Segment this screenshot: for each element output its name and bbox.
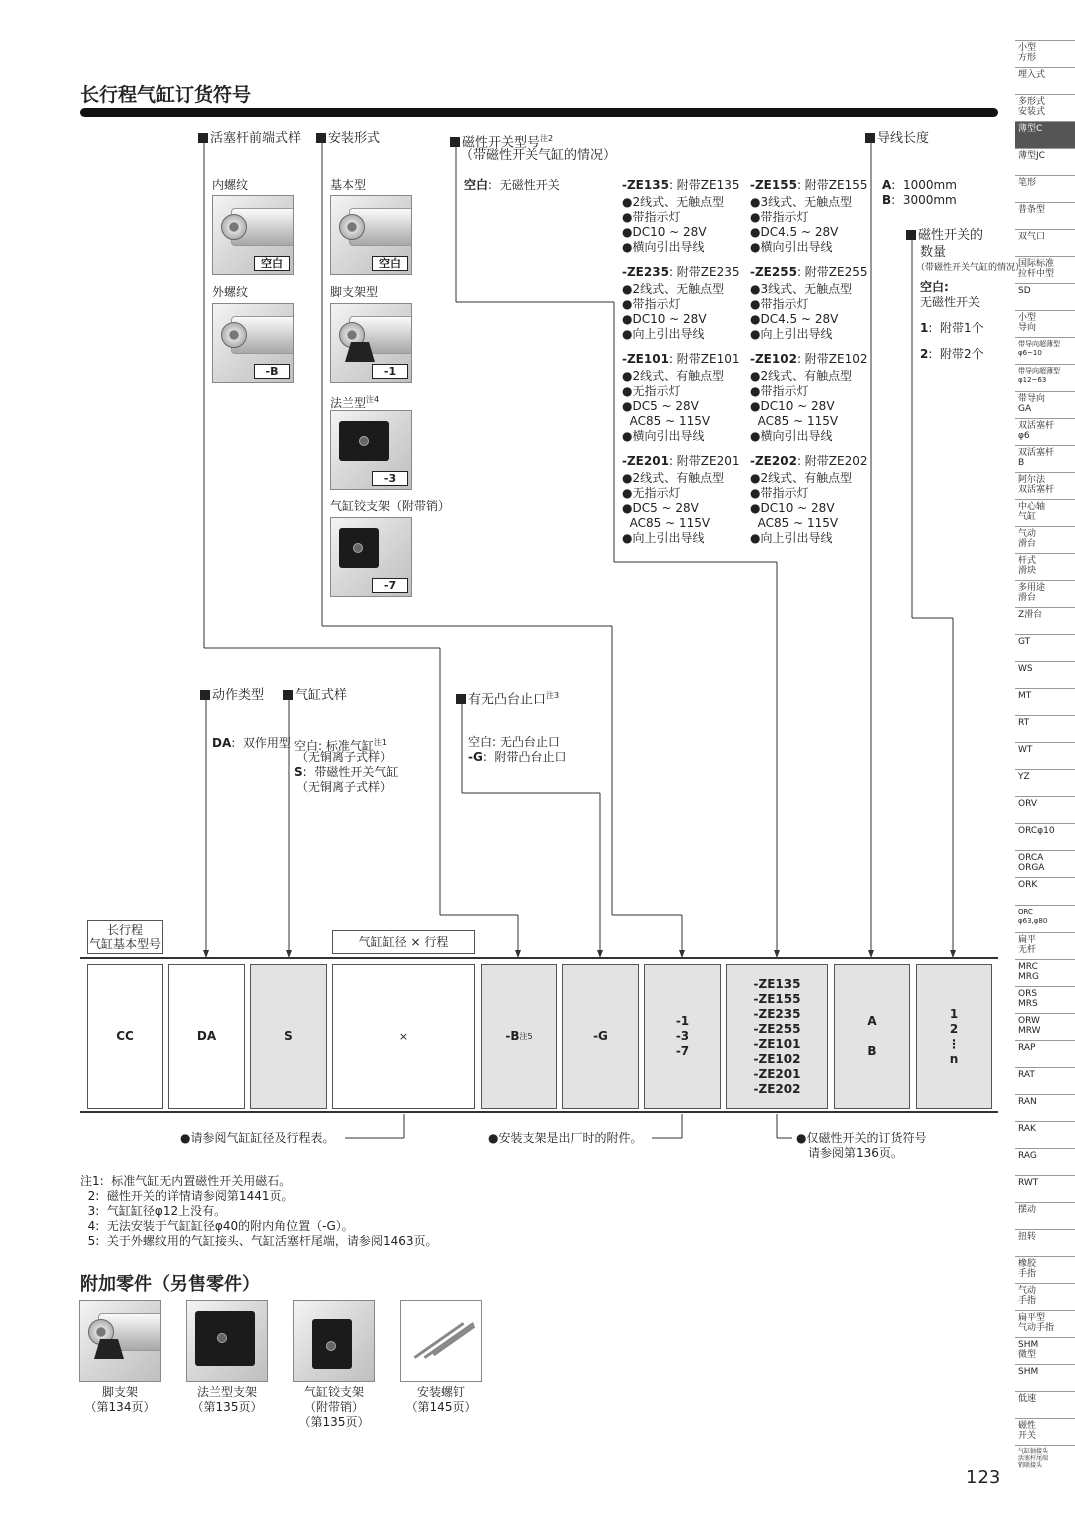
- switch-qty-note: （带磁性开关气缸的情况）: [916, 263, 1025, 273]
- switch-qty-heading2: 数量: [920, 245, 947, 260]
- switch-qty-blank-label: 空白:: [920, 280, 949, 294]
- switch-model-ze102: -ZE102: 附带ZE102: [750, 352, 868, 366]
- sidebar-item[interactable]: 气动 滑台: [1015, 526, 1075, 553]
- sidebar-item[interactable]: ORCφ10: [1015, 823, 1075, 850]
- switch-model-spec: AC85 ~ 115V: [622, 516, 711, 530]
- sidebar-item[interactable]: 摆动: [1015, 1202, 1075, 1229]
- mounting-basic-label: 基本型: [330, 178, 367, 192]
- switch-model-spec: ●DC4.5 ~ 28V: [750, 225, 839, 239]
- external-thread-photo: [212, 303, 294, 383]
- switch-model-spec: ●3线式、无触点型: [750, 282, 853, 296]
- switch-model-spec: ●2线式、有触点型: [750, 369, 853, 383]
- sidebar-item[interactable]: SHM: [1015, 1364, 1075, 1391]
- sidebar-item[interactable]: SHM 微型: [1015, 1337, 1075, 1364]
- sidebar-item[interactable]: 双活塞杆 B: [1015, 445, 1075, 472]
- switch-model-spec: ●横向引出导线: [750, 240, 833, 254]
- code-box-8: A B: [834, 964, 910, 1109]
- switch-model-spec: ●2线式、有触点型: [622, 369, 725, 383]
- sidebar-item[interactable]: Z滑台: [1015, 607, 1075, 634]
- base-model-label: 长行程 气缸基本型号: [87, 920, 163, 954]
- sidebar-item[interactable]: 带导向超薄型 φ6~10: [1015, 337, 1075, 364]
- cylinder-spec-s: S: 带磁性开关气缸: [294, 765, 399, 779]
- basic-mount-photo: [330, 195, 412, 275]
- sidebar-item[interactable]: SD: [1015, 283, 1075, 310]
- bump-heading: 有无凸台止口$^{注3}$: [456, 688, 559, 708]
- foot-mount-code: -1: [372, 364, 408, 379]
- switch-model-ze101: -ZE101: 附带ZE101: [622, 352, 740, 366]
- sidebar-item[interactable]: 橡胶 手指: [1015, 1256, 1075, 1283]
- switch-model-spec: ●带指示灯: [750, 486, 809, 500]
- switch-model-spec: ●2线式、有触点型: [750, 471, 853, 485]
- switch-model-spec: ●横向引出导线: [622, 429, 705, 443]
- switch-model-spec: ●向上引出导线: [622, 531, 705, 545]
- sidebar-item[interactable]: 磁性 开关: [1015, 1418, 1075, 1445]
- flange-mount-code: -3: [372, 471, 408, 486]
- cylinder-spec-blank-sub: （无铜离子式样）: [296, 750, 393, 764]
- switch-model-spec: AC85 ~ 115V: [622, 414, 711, 428]
- switch-model-spec: AC85 ~ 115V: [750, 516, 839, 530]
- sidebar-item[interactable]: GT: [1015, 634, 1075, 661]
- sidebar-item[interactable]: RAN: [1015, 1094, 1075, 1121]
- sidebar-item[interactable]: 埋入式: [1015, 67, 1075, 94]
- footnote-line: 5: 关于外螺纹用的气缸接头、气缸活塞杆尾端，请参阅1463页。: [80, 1234, 438, 1248]
- code-box-4: -B 注5: [481, 964, 557, 1109]
- sidebar-item[interactable]: ORV: [1015, 796, 1075, 823]
- sidebar-item[interactable]: 多用途 滑台: [1015, 580, 1075, 607]
- switch-qty-heading: 磁性开关的: [906, 228, 983, 244]
- code-box-0: CC: [87, 964, 163, 1109]
- sidebar-item[interactable]: 小型 方形: [1015, 40, 1075, 67]
- switch-model-spec: ●带指示灯: [750, 210, 809, 224]
- code-box-5: -G: [562, 964, 639, 1109]
- switch-model-ze202: -ZE202: 附带ZE202: [750, 454, 868, 468]
- cylinder-spec-s-sub: （无铜离子式样）: [296, 780, 393, 794]
- sidebar-item[interactable]: ORC φ63,φ80: [1015, 905, 1075, 932]
- sidebar-item[interactable]: 笔形: [1015, 175, 1075, 202]
- note-switch-order-page: 请参阅第136页。: [808, 1146, 903, 1160]
- switch-model-spec: ●向上引出导线: [750, 531, 833, 545]
- code-box-9: 1 2 ⋮ n: [916, 964, 992, 1109]
- accessory-photo: [79, 1300, 161, 1382]
- sidebar-item[interactable]: 普条型: [1015, 202, 1075, 229]
- cylinder-spec-heading: 气缸式样: [283, 688, 347, 704]
- switch-model-ze255: -ZE255: 附带ZE255: [750, 265, 868, 279]
- sidebar-item[interactable]: 杆式 滑块: [1015, 553, 1075, 580]
- sidebar-item[interactable]: 中心轴 气缸: [1015, 499, 1075, 526]
- action-heading: 动作类型: [200, 688, 264, 704]
- switch-model-spec: ●2线式、有触点型: [622, 471, 725, 485]
- switch-model-spec: ●2线式、无触点型: [622, 195, 725, 209]
- sidebar-item[interactable]: 多形式 安装式: [1015, 94, 1075, 121]
- sidebar-item[interactable]: 带导向超薄型 φ12~63: [1015, 364, 1075, 391]
- mounting-heading: 安装形式: [316, 131, 380, 147]
- accessory-photo: [293, 1300, 375, 1382]
- flange-mount-photo: [330, 410, 412, 490]
- sidebar-item[interactable]: 小型 导向: [1015, 310, 1075, 337]
- switch-model-spec: ●带指示灯: [750, 384, 809, 398]
- sidebar-item[interactable]: 气动 手指: [1015, 1283, 1075, 1310]
- footnote-line: 4: 无法安装于气缸缸径φ40的附内角位置（-G）。: [80, 1219, 354, 1233]
- action-da: DA: 双作用型: [212, 736, 291, 750]
- accessory-label: 气缸铰支架: [303, 1385, 364, 1399]
- sidebar-item[interactable]: RAP: [1015, 1040, 1075, 1067]
- sidebar-item[interactable]: ORK: [1015, 877, 1075, 904]
- sidebar-item[interactable]: 双活塞杆 φ6: [1015, 418, 1075, 445]
- sidebar-item[interactable]: MT: [1015, 688, 1075, 715]
- note-switch-order: ●仅磁性开关的订货符号: [796, 1131, 927, 1145]
- sidebar-item[interactable]: RWT: [1015, 1175, 1075, 1202]
- sidebar-item[interactable]: 扭转: [1015, 1229, 1075, 1256]
- accessory-label: （第145页）: [405, 1400, 477, 1414]
- lead-heading: 导线长度: [865, 131, 929, 147]
- switch-model-spec: ●横向引出导线: [750, 429, 833, 443]
- sidebar-item[interactable]: 扁平 无杆: [1015, 932, 1075, 959]
- sidebar-item[interactable]: RAG: [1015, 1148, 1075, 1175]
- sidebar-item[interactable]: MRC MRG: [1015, 959, 1075, 986]
- switch-model-spec: ●无指示灯: [622, 384, 681, 398]
- sidebar-item[interactable]: 低速: [1015, 1391, 1075, 1418]
- bump-blank: 空白: 无凸台止口: [468, 735, 560, 749]
- code-box-7: -ZE135 -ZE155 -ZE235 -ZE255 -ZE101 -ZE102 -ZE201 -ZE202: [726, 964, 828, 1109]
- switch-model-spec: ●横向引出导线: [622, 240, 705, 254]
- accessory-photo: [186, 1300, 268, 1382]
- rod-end-internal-label: 内螺纹: [212, 178, 249, 192]
- switch-model-spec: ●DC4.5 ~ 28V: [750, 312, 839, 326]
- switch-model-spec: ●带指示灯: [622, 210, 681, 224]
- sidebar-item[interactable]: ORS MRS: [1015, 986, 1075, 1013]
- sidebar: [1015, 40, 1075, 1472]
- switch-heading: 磁性开关型号$^{注2}$: [450, 131, 553, 151]
- switch-model-spec: ●DC10 ~ 28V: [750, 399, 835, 413]
- sidebar-item[interactable]: RAT: [1015, 1067, 1075, 1094]
- code-box-6: -1 -3 -7: [644, 964, 721, 1109]
- mounting-foot-label: 脚支架型: [330, 285, 379, 299]
- code-box-2: S: [250, 964, 327, 1109]
- switch-model-ze135: -ZE135: 附带ZE135: [622, 178, 740, 192]
- note-bore-stroke: ●请参阅气缸缸径及行程表。: [180, 1131, 335, 1145]
- switch-model-ze201: -ZE201: 附带ZE201: [622, 454, 740, 468]
- clevis-mount-photo: [330, 517, 412, 597]
- code-box-3: ×: [332, 964, 475, 1109]
- sidebar-item[interactable]: 气缸轴接头 活塞杆尾端 销联接头: [1015, 1445, 1075, 1472]
- accessory-label: （第135页）: [298, 1415, 370, 1429]
- sidebar-item[interactable]: 薄型C: [1015, 121, 1075, 148]
- switch-model-spec: ●带指示灯: [750, 297, 809, 311]
- page-number: 123: [966, 1467, 1001, 1488]
- clevis-mount-code: -7: [372, 578, 408, 593]
- switch-model-spec: ●DC10 ~ 28V: [622, 312, 707, 326]
- accessory-label: 安装螺钉: [416, 1385, 465, 1399]
- internal-thread-photo: [212, 195, 294, 275]
- lead-b: B: 3000mm: [882, 193, 957, 207]
- bore-stroke-label: 气缸缸径 × 行程: [332, 930, 475, 954]
- accessory-label: （附带销）: [303, 1400, 364, 1414]
- switch-blank: 空白: 无磁性开关: [464, 178, 560, 192]
- sidebar-item[interactable]: ORCA ORGA: [1015, 850, 1075, 877]
- mounting-flange-label: 法兰型$^{注4}$: [330, 395, 380, 410]
- accessories-title: 附加零件（另售零件）: [80, 1274, 260, 1295]
- foot-mount-photo: [330, 303, 412, 383]
- switch-qty-one: 1: 附带1个: [920, 321, 984, 335]
- switch-model-spec: ●DC10 ~ 28V: [750, 501, 835, 515]
- footnote-line: 3: 气缸缸径φ12上没有。: [80, 1204, 227, 1218]
- cylinder-spec-blank: 空白: 标准气缸$^{注1}$: [294, 738, 387, 753]
- sidebar-item[interactable]: WT: [1015, 742, 1075, 769]
- external-thread-code: -B: [254, 364, 290, 379]
- sidebar-item[interactable]: 双气口: [1015, 229, 1075, 256]
- switch-model-ze155: -ZE155: 附带ZE155: [750, 178, 868, 192]
- accessory-label: （第134页）: [84, 1400, 156, 1414]
- switch-model-spec: ●3线式、无触点型: [750, 195, 853, 209]
- switch-model-spec: ●DC10 ~ 28V: [622, 225, 707, 239]
- code-box-1: DA: [168, 964, 245, 1109]
- switch-model-spec: ●DC5 ~ 28V: [622, 501, 699, 515]
- mounting-clevis-label: 气缸铰支架（附带销）: [330, 499, 451, 513]
- lead-a: A: 1000mm: [882, 178, 957, 192]
- sidebar-item[interactable]: 阿尔法 双活塞杆: [1015, 472, 1075, 499]
- rod-end-heading: 活塞杆前端式样: [198, 131, 301, 147]
- switch-model-spec: ●向上引出导线: [622, 327, 705, 341]
- switch-model-spec: ●2线式、无触点型: [622, 282, 725, 296]
- page-title: 长行程气缸订货符号: [80, 84, 252, 106]
- switch-model-spec: AC85 ~ 115V: [750, 414, 839, 428]
- sidebar-item[interactable]: WS: [1015, 661, 1075, 688]
- switch-qty-blank-desc: 无磁性开关: [920, 295, 981, 309]
- switch-model-spec: ●无指示灯: [622, 486, 681, 500]
- sidebar-item[interactable]: YZ: [1015, 769, 1075, 796]
- accessory-label: （第135页）: [191, 1400, 263, 1414]
- switch-model-ze235: -ZE235: 附带ZE235: [622, 265, 740, 279]
- switch-subheading: （带磁性开关气缸的情况）: [460, 148, 617, 163]
- footnote-line: 注1: 标准气缸无内置磁性开关用磁石。: [80, 1174, 292, 1188]
- sidebar-item[interactable]: 国际标准 拉杆中型: [1015, 256, 1075, 283]
- accessory-photo: [400, 1300, 482, 1382]
- sidebar-item[interactable]: 薄型JC: [1015, 148, 1075, 175]
- switch-model-spec: ●DC5 ~ 28V: [622, 399, 699, 413]
- sidebar-item[interactable]: RAK: [1015, 1121, 1075, 1148]
- rod-end-external-label: 外螺纹: [212, 285, 249, 299]
- switch-qty-two: 2: 附带2个: [920, 347, 984, 361]
- internal-thread-code: 空白: [254, 256, 290, 271]
- sidebar-item[interactable]: 扁平型 气动手指: [1015, 1310, 1075, 1337]
- sidebar-item[interactable]: RT: [1015, 715, 1075, 742]
- switch-model-spec: ●带指示灯: [622, 297, 681, 311]
- switch-model-spec: ●向上引出导线: [750, 327, 833, 341]
- basic-mount-code: 空白: [372, 256, 408, 271]
- accessory-label: 法兰型支架: [196, 1385, 257, 1399]
- sidebar-item[interactable]: ORW MRW: [1015, 1013, 1075, 1040]
- accessory-label: 脚支架: [101, 1385, 138, 1399]
- bump-g: -G: 附带凸台止口: [468, 750, 567, 764]
- sidebar-item[interactable]: 带导向 GA: [1015, 391, 1075, 418]
- note-mount-bracket: ●安装支架是出厂时的附件。: [488, 1131, 643, 1145]
- footnote-line: 2: 磁性开关的详情请参阅第1441页。: [80, 1189, 294, 1203]
